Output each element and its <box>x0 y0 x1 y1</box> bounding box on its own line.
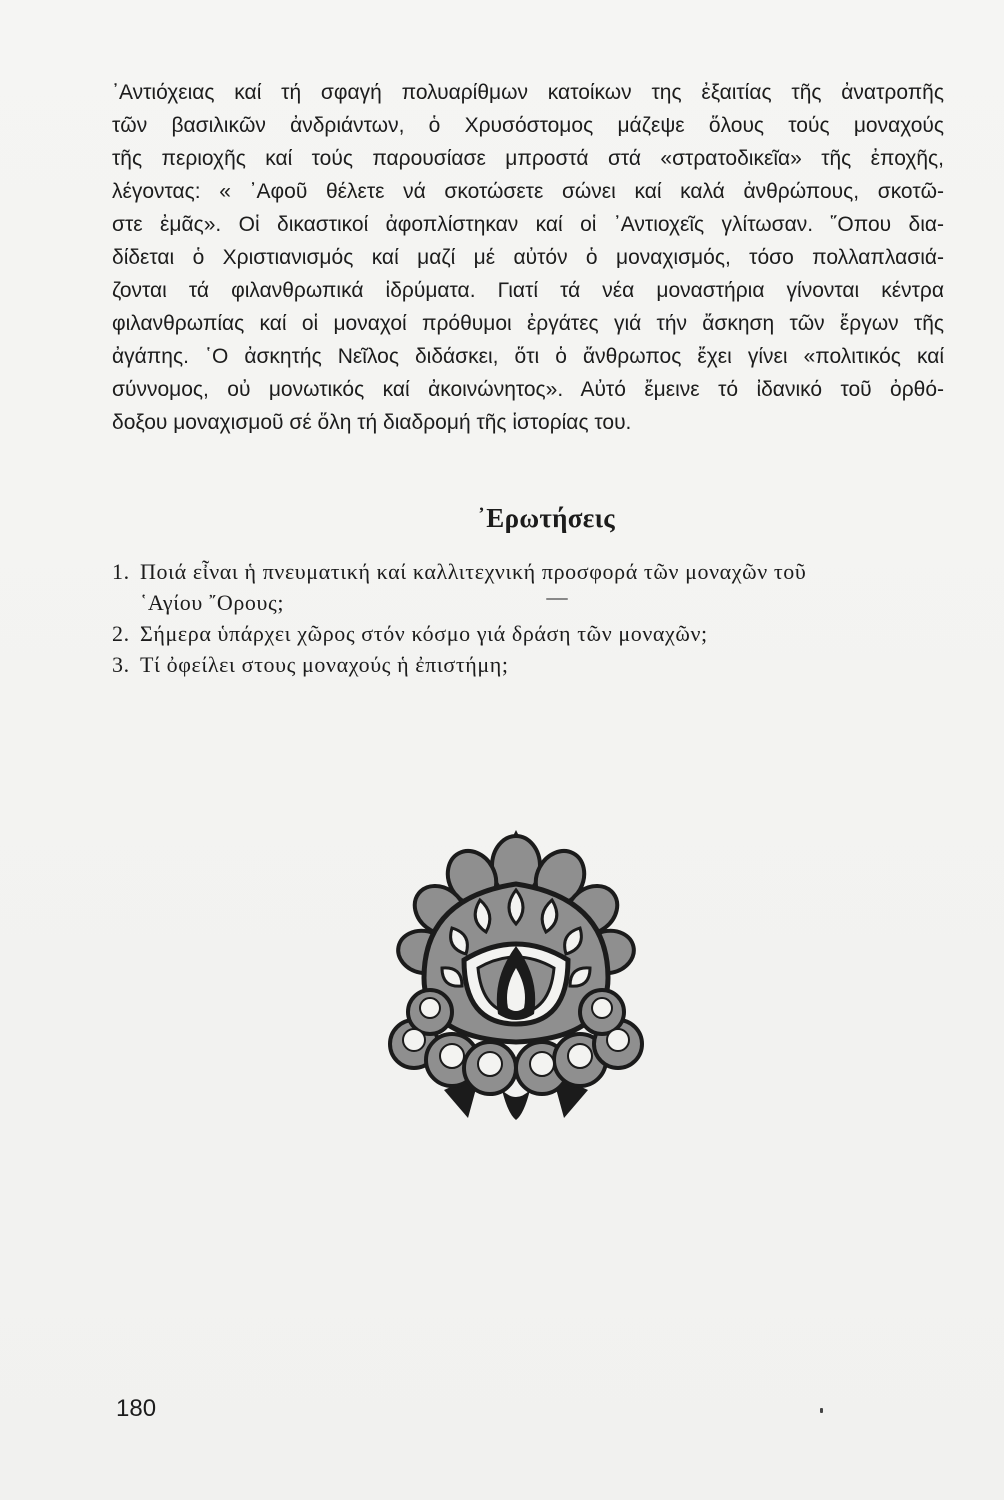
question-text: Σήμερα ὑπάρχει χῶρος στόν κόσμο γιά δράση τῶν μοναχῶν; <box>140 621 708 646</box>
question-number: 1. <box>112 559 130 584</box>
question-item <box>112 618 944 649</box>
question-line <box>112 649 944 680</box>
text-line: σύννομος, οὐ μονωτικός καί ἀκοινώνητος». Αὐτό ἔμεινε τό ἰδανικό τοῦ ὀρθό- <box>112 378 944 401</box>
question-line-continued: ῾Αγίου ῎Ορους; <box>140 590 285 615</box>
text-line: ᾿Αντιόχειας καί τή σφαγή πολυαρίθμων κατοίκων της ἐξαιτίας τῆς ἀνατροπῆς <box>112 81 944 104</box>
text-line: φιλανθρωπίας καί οἱ μοναχοί πρόθυμοι ἐργάτες γιά τήν ἄσκηση τῶν ἔργων τῆς <box>112 312 944 335</box>
question-item <box>112 556 944 618</box>
section-heading <box>0 503 1004 534</box>
question-text: Τί ὀφείλει στους μοναχούς ἡ ἐπιστήμη; <box>140 652 509 677</box>
section-heading-text: ᾿Ερωτήσεις <box>477 503 615 533</box>
questions-list <box>112 556 944 680</box>
question-line <box>112 618 944 649</box>
question-item <box>112 649 944 680</box>
text-line: δίδεται ὁ Χριστιανισμός καί μαζί μέ αὐτόν ὁ μοναχισμός, τόσο πολλαπλασιά- <box>112 246 944 269</box>
question-line <box>112 556 944 587</box>
text-line: ἀγάπης. ῾Ο ἀσκητής Νεῖλος διδάσκει, ὅτι ὁ ἄνθρωπος ἔχει γίνει «πολιτικός καί <box>112 345 944 368</box>
body-paragraph <box>112 76 944 439</box>
print-speck <box>820 1408 823 1413</box>
question-text: Ποιά εἶναι ἡ πνευματική καί καλλιτεχνική προσφορά τῶν μοναχῶν τοῦ <box>140 559 807 584</box>
print-speck <box>546 598 568 600</box>
text-line: τῆς περιοχῆς καί τούς παρουσίασε μπροστά στά «στρατοδικεῖα» τῆς ἐποχῆς, <box>112 147 944 170</box>
page-number: 180 <box>116 1395 157 1422</box>
question-number: 3. <box>112 652 130 677</box>
byzantine-floral-ornament-icon <box>384 828 648 1120</box>
question-number: 2. <box>112 621 130 646</box>
text-line: δοξου μοναχισμοῦ σέ ὅλη τή διαδρομή τῆς ἱστορίας του. <box>112 411 632 434</box>
text-line: τῶν βασιλικῶν ἀνδριάντων, ὁ Χρυσόστομος μάζεψε ὅλους τούς μοναχούς <box>112 114 944 137</box>
text-line: στε ἐμᾶς». Οἱ δικαστικοί ἀφοπλίστηκαν καί οἱ ᾿Αντιοχεῖς γλίτωσαν. ῞Οπου δια- <box>112 213 944 236</box>
text-line: ζονται τά φιλανθρωπικά ἱδρύματα. Γιατί τά νέα μοναστήρια γίνονται κέντρα <box>112 279 944 302</box>
text-line: λέγοντας: « ᾿Αφοῦ θέλετε νά σκοτώσετε σώνει καί καλά ἀνθρώπους, σκοτῶ- <box>112 180 944 203</box>
